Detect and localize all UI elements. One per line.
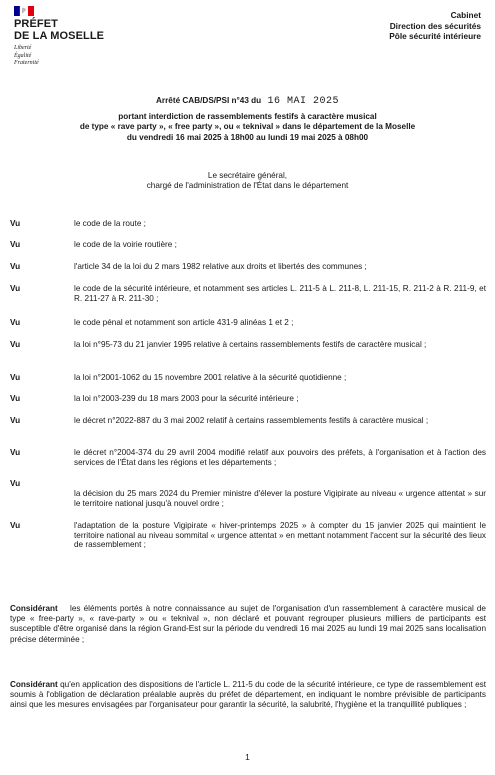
vu-text: la loi n°2003-239 du 18 mars 2003 pour la sécurité intérieure ; [74,394,299,403]
vu-text: la loi n°95-73 du 21 janvier 1995 relative à certains rassemblements festifs de caractère musical ; [74,340,427,349]
arrete-title [0,112,495,143]
arrete-number-line [0,96,495,107]
title-line-1: portant interdiction de rassemblements festifs à caractère musical [118,112,377,121]
vu-text: le décret n°2022-887 du 3 mai 2002 relatif à certains rassemblements festifs à caractère musical ; [74,416,429,425]
page-number: 1 [245,752,250,762]
authority-block [0,171,495,192]
prefecture-logo-title [14,18,104,42]
considerant-paragraph [10,680,486,711]
vu-text: le code pénal et notamment son article 431-9 alinéas 1 et 2 ; [74,318,294,327]
considerant-label: Considérant [10,604,58,613]
office-line-pole: Pôle sécurité intérieure [389,31,481,42]
vu-text: le décret n°2004-374 du 29 avril 2004 modifié relatif aux pouvoirs des préfets, à l'organisation et à l'action des services de l'État dans les régions et les départements ; [74,448,486,467]
vu-label: Vu [10,479,21,488]
vu-label: Vu [10,318,21,327]
logo-line-1: PRÉFET [14,18,58,30]
title-line-2: de type « rave party », « free party », ou « teknival » dans le département de la Moselle [79,122,416,132]
title-line-3: du vendredi 16 mai 2025 à 18h00 au lundi 19 mai 2025 à 08h00 [126,132,369,142]
motto-egalite: Égalité [14,52,32,59]
considerant-text: les éléments portés à notre connaissance au sujet de l'organisation d'un rassemblement à caractère musical de type « free-party », « rave-party » ou « teknival », non déclaré et pouvant regrouper plusieurs milliers de participants est susceptible d'être organisé dans la région Grand-Est sur la période du vendredi 16 mai 2025 au lundi 19 mai 2025 sans localisation précise déterminée ; [10,604,486,644]
considerant-label: Considérant [10,680,58,689]
motto-fraternite: Fraternité [14,60,39,66]
logo-line-2: DE LA MOSELLE [14,30,105,42]
considerant-paragraph [10,604,486,645]
considerant-text: qu'en application des dispositions de l'article L. 211-5 du code de la sécurité intérieure, ce type de rassemblement est soumis à l'obligation de déclaration préalable auprès du préfet de département, en indiquant le nombre prévisible de participants ainsi que les mesures envisagées par l'organisateur pour garantir la sécurité, la salubrité, l'hygiène et la tranquillité publiques ; [10,680,486,710]
motto-liberte: Liberté [14,45,32,51]
office-line-cabinet: Cabinet [450,10,481,20]
vu-text: le code de la route ; [74,219,146,228]
vu-text: le code de la sécurité intérieure, et notamment ses articles L. 211-5 à L. 211-8, L. 211-15, R. 211-2 à R. 211-9, et R. 211-27 à R. 211-30 ; [74,284,486,303]
vu-label: Vu [10,448,21,457]
vu-text: le code de la voirie routière ; [74,240,177,249]
vu-label: Vu [10,521,21,530]
authority-line-1: Le secrétaire général, [207,171,288,180]
authority-line-2: chargé de l'administration de l'État dans le département [146,181,349,191]
office-line-direction: Direction des sécurités [389,20,481,31]
vu-text: la loi n°2001-1062 du 15 novembre 2001 relative à la sécurité quotidienne ; [74,373,347,382]
vu-label: Vu [10,284,21,293]
vu-text: l'article 34 de la loi du 2 mars 1982 relative aux droits et libertés des communes ; [74,262,367,271]
vu-label: Vu [10,219,21,228]
vu-label: Vu [10,394,21,403]
vu-label: Vu [10,240,21,249]
arrete-number: Arrêté CAB/DS/PSI n°43 du [156,96,262,105]
vu-text: l'adaptation de la posture Vigipirate « hiver-printemps 2025 » à compter du 15 janvier 2025 qui maintient le territoire national au niveau sommital « urgence attentat » en mettant notamment l'accent sur la sécurité des lieux de rassemblement ; [74,521,486,550]
republic-motto [14,45,39,68]
vu-text: la décision du 25 mars 2024 du Premier ministre d'élever la posture Vigipirate au niveau « urgence attentat » sur le territoire national jusqu'à nouvel ordre ; [74,489,486,508]
marianne-logo-icon [14,6,36,16]
vu-label: Vu [10,262,21,271]
vu-label: Vu [10,340,21,349]
date-stamp: 16 MAI 2025 [267,96,339,107]
vu-label: Vu [10,373,21,382]
vu-label: Vu [10,416,21,425]
office-header [389,10,481,42]
